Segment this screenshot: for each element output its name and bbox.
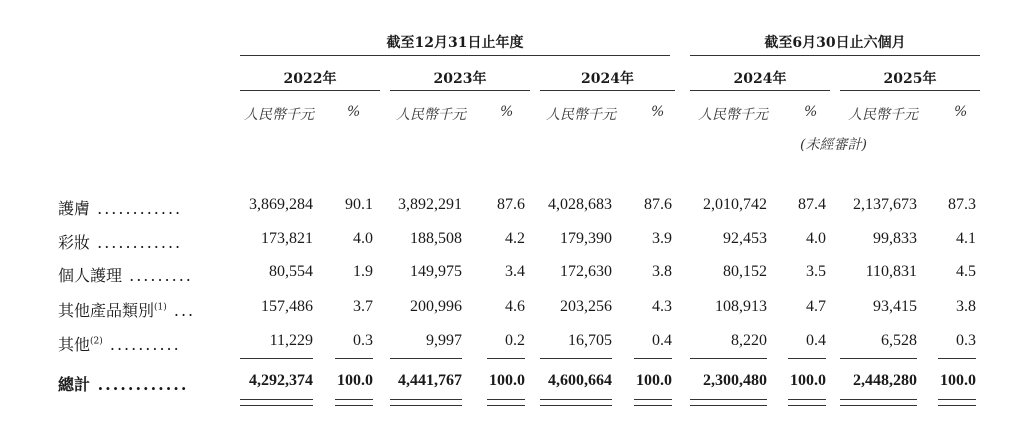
- leader-dots: ...: [166, 301, 196, 320]
- row-label-text: 其他產品類別: [58, 301, 155, 320]
- subtotal-rule: [690, 358, 767, 359]
- amount-cell: 2,137,673: [853, 196, 917, 213]
- group-header-half: 截至6月30日止六個月: [764, 35, 906, 51]
- amount-cell: 4,441,767: [398, 372, 462, 389]
- percent-cell: 1.9: [353, 263, 373, 280]
- amount-cell: 157,486: [261, 298, 313, 315]
- amount-cell: 179,390: [560, 230, 612, 247]
- amount-cell: 2,300,480: [703, 372, 767, 389]
- amount-cell: 92,453: [723, 230, 767, 247]
- percent-cell: 0.3: [956, 332, 976, 349]
- leader-dots: ............: [90, 375, 189, 394]
- percent-cell: 100.0: [790, 372, 826, 389]
- percent-cell: 3.9: [652, 230, 672, 247]
- amount-cell: 200,996: [410, 298, 462, 315]
- subtotal-rule: [788, 358, 826, 359]
- percent-cell: 100.0: [940, 372, 976, 389]
- leader-dots: ............: [90, 199, 183, 218]
- percent-cell: 0.3: [353, 332, 373, 349]
- amount-cell: 172,630: [560, 263, 612, 280]
- subtotal-rule: [487, 358, 525, 359]
- amount-cell: 110,831: [865, 263, 917, 280]
- amount-cell: 11,229: [269, 332, 313, 349]
- total-double-rule: [240, 399, 313, 406]
- amount-cell: 16,705: [568, 332, 612, 349]
- unit-amount-2022: 人民幣千元: [244, 107, 314, 123]
- total-double-rule: [335, 399, 373, 406]
- amount-cell: 173,821: [261, 230, 313, 247]
- total-double-rule: [634, 399, 672, 406]
- amount-cell: 188,508: [410, 230, 462, 247]
- percent-cell: 87.6: [644, 196, 672, 213]
- percent-cell: 3.7: [353, 298, 373, 315]
- subtotal-rule: [938, 358, 976, 359]
- year-rule-2023: [390, 90, 530, 91]
- year-header-2024-half: 2024年: [733, 71, 787, 87]
- row-label-text: 護膚: [58, 199, 91, 218]
- unaudited-note: (未經審計): [800, 137, 867, 153]
- percent-cell: 3.8: [956, 298, 976, 315]
- percent-cell: 90.1: [345, 196, 373, 213]
- amount-cell: 4,028,683: [548, 196, 612, 213]
- row-label: [58, 332, 181, 355]
- group-header-half-rule: [690, 55, 980, 56]
- percent-cell: 4.6: [505, 298, 525, 315]
- row-label-text: 總計: [58, 375, 91, 394]
- amount-cell: 3,869,284: [249, 196, 313, 213]
- unit-pct-2025-half: %: [954, 104, 968, 120]
- footnote-marker: (1): [154, 302, 167, 313]
- unit-amount-2024-half: 人民幣千元: [698, 107, 768, 123]
- row-label-text: 個人護理: [58, 266, 123, 285]
- group-header-year-rule: [240, 55, 670, 56]
- percent-cell: 4.7: [806, 298, 826, 315]
- total-double-rule: [840, 399, 917, 406]
- percent-cell: 4.0: [806, 230, 826, 247]
- percent-cell: 0.4: [806, 332, 826, 349]
- year-rule-2025-half: [840, 90, 980, 91]
- row-label: [58, 263, 193, 286]
- percent-cell: 100.0: [636, 372, 672, 389]
- percent-cell: 87.4: [798, 196, 826, 213]
- percent-cell: 87.6: [497, 196, 525, 213]
- amount-cell: 2,010,742: [703, 196, 767, 213]
- percent-cell: 0.2: [505, 332, 525, 349]
- unit-amount-2023: 人民幣千元: [396, 107, 466, 123]
- year-rule-2024-half: [690, 90, 830, 91]
- leader-dots: ............: [90, 233, 183, 252]
- amount-cell: 3,892,291: [398, 196, 462, 213]
- total-double-rule: [938, 399, 976, 406]
- year-header-2022: 2022年: [283, 71, 337, 87]
- unit-amount-2025-half: 人民幣千元: [848, 107, 918, 123]
- percent-cell: 3.5: [806, 263, 826, 280]
- amount-cell: 108,913: [715, 298, 767, 315]
- footnote-marker: (2): [90, 336, 103, 347]
- leader-dots: ..........: [102, 335, 181, 354]
- percent-cell: 100.0: [337, 372, 373, 389]
- subtotal-rule: [390, 358, 462, 359]
- percent-cell: 4.5: [956, 263, 976, 280]
- total-double-rule: [540, 399, 612, 406]
- unit-amount-2024: 人民幣千元: [546, 107, 616, 123]
- amount-cell: 2,448,280: [853, 372, 917, 389]
- amount-cell: 149,975: [410, 263, 462, 280]
- amount-cell: 4,600,664: [548, 372, 612, 389]
- amount-cell: 99,833: [873, 230, 917, 247]
- total-row-label: [58, 372, 188, 395]
- subtotal-rule: [634, 358, 672, 359]
- percent-cell: 87.3: [948, 196, 976, 213]
- subtotal-rule: [240, 358, 313, 359]
- amount-cell: 80,554: [269, 263, 313, 280]
- percent-cell: 4.2: [505, 230, 525, 247]
- subtotal-rule: [540, 358, 612, 359]
- percent-cell: 4.0: [353, 230, 373, 247]
- amount-cell: 9,997: [426, 332, 462, 349]
- total-double-rule: [788, 399, 826, 406]
- amount-cell: 203,256: [560, 298, 612, 315]
- subtotal-rule: [840, 358, 917, 359]
- unit-pct-2022: %: [347, 104, 361, 120]
- year-header-2025-half: 2025年: [883, 71, 937, 87]
- leader-dots: .........: [122, 266, 193, 285]
- percent-cell: 0.4: [652, 332, 672, 349]
- year-header-2023: 2023年: [433, 71, 487, 87]
- subtotal-rule: [335, 358, 373, 359]
- row-label: [58, 298, 195, 321]
- amount-cell: 93,415: [873, 298, 917, 315]
- total-double-rule: [390, 399, 462, 406]
- row-label-text: 彩妝: [58, 233, 91, 252]
- total-double-rule: [487, 399, 525, 406]
- percent-cell: 3.8: [652, 263, 672, 280]
- unit-pct-2023: %: [500, 104, 514, 120]
- percent-cell: 3.4: [505, 263, 525, 280]
- total-double-rule: [690, 399, 767, 406]
- unit-pct-2024-half: %: [804, 104, 818, 120]
- row-label-text: 其他: [58, 335, 91, 354]
- row-label: [58, 196, 182, 219]
- amount-cell: 6,528: [881, 332, 917, 349]
- row-label: [58, 230, 182, 253]
- year-rule-2024: [540, 90, 675, 91]
- year-header-2024: 2024年: [581, 71, 634, 87]
- amount-cell: 80,152: [723, 263, 767, 280]
- percent-cell: 4.3: [652, 298, 672, 315]
- year-rule-2022: [240, 90, 380, 91]
- group-header-year: 截至12月31日止年度: [386, 35, 524, 51]
- amount-cell: 8,220: [731, 332, 767, 349]
- amount-cell: 4,292,374: [249, 372, 313, 389]
- percent-cell: 100.0: [489, 372, 525, 389]
- unit-pct-2024: %: [651, 104, 665, 120]
- percent-cell: 4.1: [956, 230, 976, 247]
